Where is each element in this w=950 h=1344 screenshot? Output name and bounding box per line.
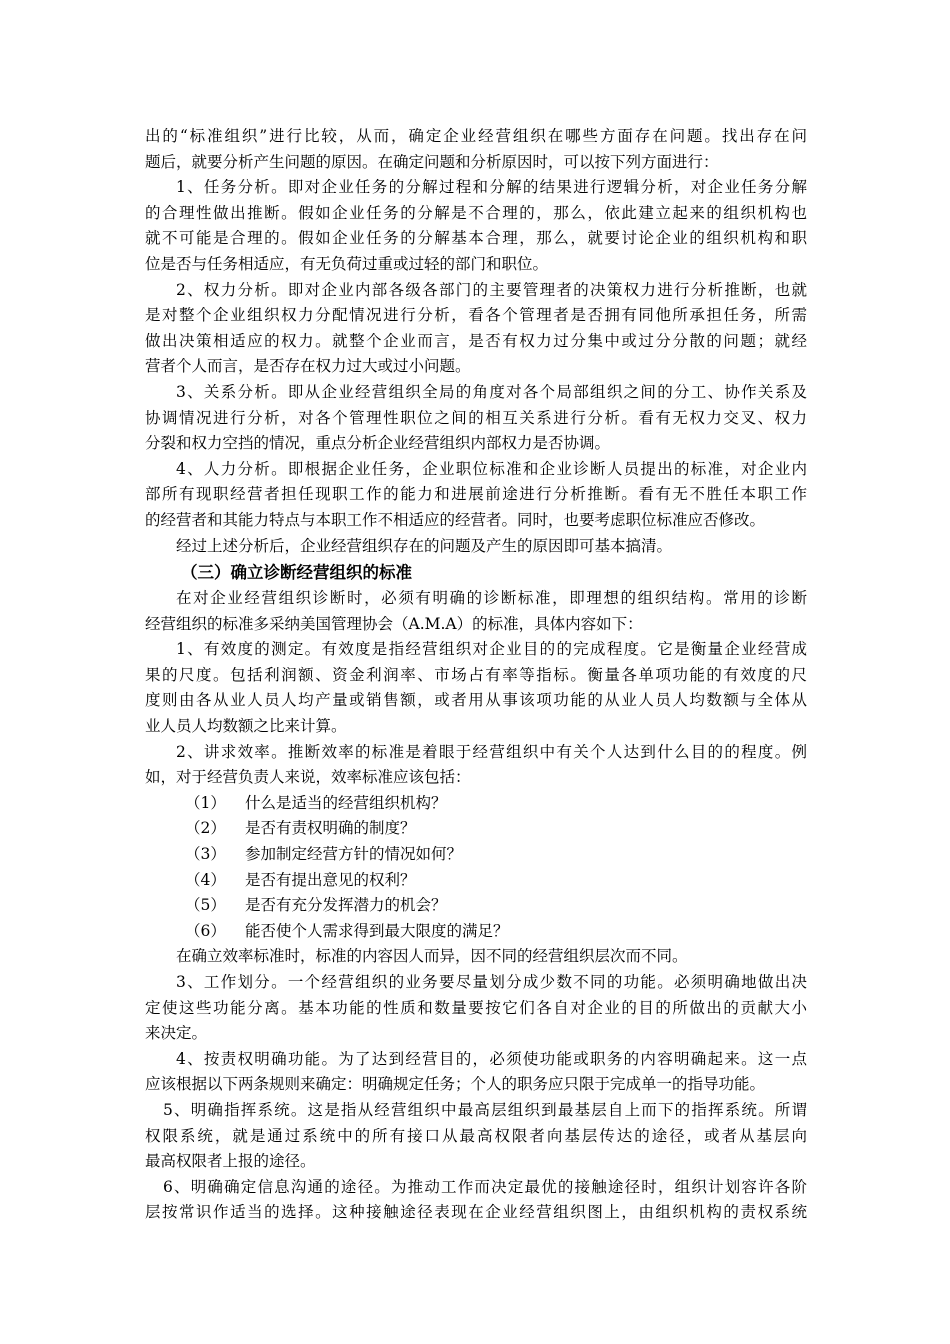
text-line: 分裂和权力空挡的情况，重点分析企业经营组织内部权力是否协调。: [145, 434, 611, 453]
text-line: 位是否与任务相适应，有无负荷过重或过轻的部门和职位。: [145, 254, 549, 273]
paragraph-human-analysis: [145, 457, 807, 534]
list-text: 能否使个人需求得到最大限度的满足？: [245, 921, 509, 940]
list-text: 是否有提出意见的权利？: [245, 870, 416, 889]
text-line: 出的“标准组织”进行比较，从而，确定企业经营组织在哪些方面存在问题。找出存在问: [145, 127, 807, 145]
list-number: （6）: [185, 921, 226, 940]
text-line: 的合理性做出推断。假如企业任务的分解是不合理的，那么，依此建立起来的组织机构也: [145, 203, 807, 222]
paragraph-division: [145, 970, 807, 1047]
text-line: 来决定。: [145, 1024, 208, 1043]
list-item: [145, 893, 807, 919]
text-line: 营者个人而言，是否存在权力过大或过小问题。: [145, 357, 471, 376]
text-line: 4、人力分析。即根据企业任务，企业职位标准和企业诊断人员提出的标准，对企业内: [176, 459, 807, 478]
paragraph-standard: [145, 586, 807, 637]
text-line: 3、关系分析。即从企业经营组织全局的角度对各个局部组织之间的分工、协作关系及: [176, 382, 807, 401]
paragraph-command: [145, 1098, 807, 1175]
text-line: 3、工作划分。一个经营组织的业务要尽量划分成少数不同的功能。必须明确地做出决: [176, 973, 807, 991]
list-text: 是否有充分发挥潜力的机会？: [245, 896, 447, 915]
list-number: （2）: [185, 819, 226, 838]
text-line: 在对企业经营组织诊断时，必须有明确的诊断标准，即理想的组织结构。常用的诊断: [176, 589, 807, 608]
text-line: 果的尺度。包括利润额、资金利润率、市场占有率等指标。衡量各单项功能的有效度的尺: [145, 665, 807, 684]
text-line: 度则由各从业人员人均产量或销售额，或者用从事该项功能的从业人员人均数额与全体从: [145, 691, 807, 710]
list-number: （4）: [185, 870, 226, 889]
paragraph-effectiveness: [145, 637, 807, 739]
text-line: 1、有效度的测定。有效度是指经营组织对企业目的的完成程度。它是衡量企业经营成: [176, 640, 807, 659]
list-item: [145, 791, 807, 817]
text-line: 应该根据以下两条规则来确定：明确规定任务；个人的职务应只限于完成单一的指导功能。: [145, 1075, 766, 1094]
text-line: 业人员人均数额之比来计算。: [145, 717, 347, 736]
list-number: （1）: [185, 793, 226, 812]
text-line: 就不可能是合理的。假如企业任务的分解基本合理，那么，就要讨论企业的组织机构和职: [145, 229, 807, 248]
list-number: （3）: [185, 845, 226, 864]
list-number: （5）: [185, 896, 226, 915]
paragraph-task-analysis: [145, 175, 807, 277]
list-item: [145, 919, 807, 945]
text-line: 经营组织的标准多采纳美国管理协会（A.M.A）的标准，具体内容如下：: [145, 614, 643, 633]
text-line: 层按常识作适当的选择。这种接触途径表现在企业经营组织图上，由组织机构的责权系统: [145, 1203, 807, 1222]
paragraph-relation-analysis: [145, 380, 807, 457]
text-line: 2、讲求效率。推断效率的标准是着眼于经营组织中有关个人达到什么目的的程度。例: [176, 742, 807, 761]
paragraph-intro: [145, 124, 807, 175]
text-line: 是对整个企业组织权力分配情况进行分析，看各个管理者是否拥有同他所承担任务，所需: [145, 306, 807, 325]
list-item: [145, 816, 807, 842]
paragraph-info: [145, 1175, 807, 1226]
list-text: 是否有责权明确的制度？: [245, 819, 416, 838]
text-line: 6、明确确定信息沟通的途径。为推动工作而决定最优的接触途径时，组织计划容许各阶: [163, 1177, 807, 1196]
text-line: 协调情况进行分析，对各个管理性职位之间的相互关系进行分析。看有无权力交叉、权力: [145, 408, 807, 427]
efficiency-list: [145, 791, 807, 945]
text-line: 部所有现职经营者担任现职工作的能力和进展前途进行分析推断。看有无不胜任本职工作: [145, 485, 807, 504]
text-line: 如，对于经营负责人来说，效率标准应该包括：: [145, 768, 471, 787]
paragraph-duty: [145, 1047, 807, 1098]
text-line: 4、按责权明确功能。为了达到经营目的，必须使功能或职务的内容明确起来。这一点: [176, 1049, 807, 1068]
text-line: 权限系统，就是通过系统中的所有接口从最高权限者向基层传达的途径，或者从基层向: [145, 1126, 807, 1145]
text-line: 5、明确指挥系统。这是指从经营组织中最高层组织到最基层自上而下的指挥系统。所谓: [163, 1100, 807, 1119]
text-line: 题后，就要分析产生问题的原因。在确定问题和分析原因时，可以按下列方面进行：: [145, 152, 719, 171]
text-line: 1、任务分析。即对企业任务的分解过程和分解的结果进行逻辑分析，对企业任务分解: [176, 178, 807, 197]
list-item: [145, 868, 807, 894]
section-heading: （三）确立诊断经营组织的标准: [181, 563, 412, 583]
paragraph-power-analysis: [145, 278, 807, 380]
list-text: 什么是适当的经营组织机构？: [245, 793, 447, 812]
paragraph-after-analysis: 经过上述分析后，企业经营组织存在的问题及产生的原因即可基本搞清。: [176, 536, 673, 555]
text-line: 定使这些功能分离。基本功能的性质和数量要按它们各自对企业的目的所做出的贡献大小: [145, 998, 807, 1017]
text-line: 2、权力分析。即对企业内部各级各部门的主要管理者的决策权力进行分析推断，也就: [176, 280, 807, 299]
list-item: [145, 842, 807, 868]
text-line: 的经营者和其能力特点与本职工作不相适应的经营者。同时，也要考虑职位标准应否修改。: [145, 510, 766, 529]
paragraph-efficiency: [145, 740, 807, 791]
paragraph-efficiency-after: 在确立效率标准时，标准的内容因人而异，因不同的经营组织层次而不同。: [176, 947, 688, 966]
list-text: 参加制定经营方针的情况如何？: [245, 845, 463, 864]
text-line: 做出决策相适应的权力。就整个企业而言，是否有权力过分集中或过分分散的问题；就经: [145, 331, 807, 350]
document-page: [145, 124, 807, 1226]
text-line: 最高权限者上报的途径。: [145, 1152, 316, 1171]
